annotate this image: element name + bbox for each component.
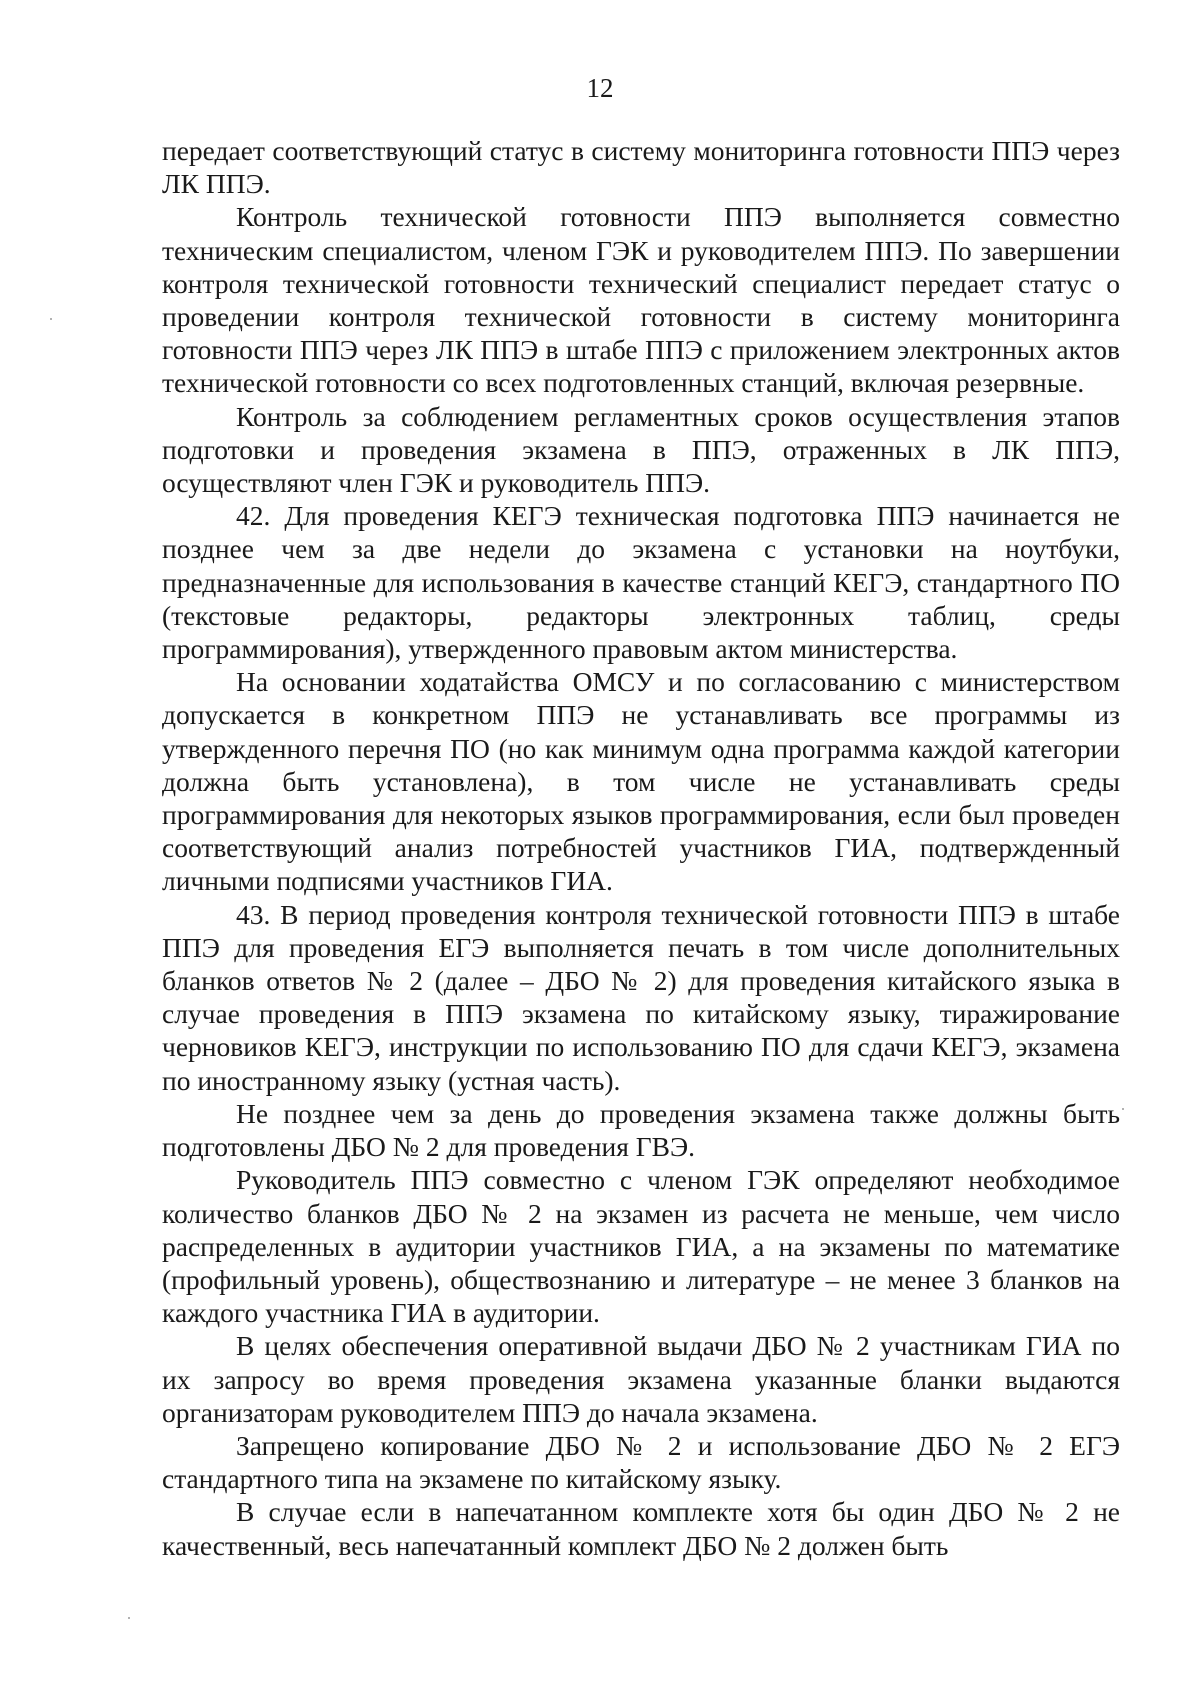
paragraph-forms-distribution: В целях обеспечения оперативной выдачи ДБО № 2 участникам ГИА по их запросу во время проведения экзамена указанные бланки выдаются организаторам руководителем ППЭ до начала экзамена.	[162, 1330, 1120, 1428]
scan-speck	[128, 1617, 130, 1619]
paragraph-technical-readiness-control: Контроль технической готовности ППЭ выполняется совместно техническим специалистом, членом ГЭК и руководителем ППЭ. По завершении контроля технической готовности технический специалист передает статус о проведении контроля технической готовности в систему мониторинга готовности ППЭ через ЛК ППЭ в штабе ППЭ с приложением электронных актов технической готовности со всех подготовленных станций, включая резервные.	[162, 201, 1120, 399]
paragraph-omsu-petition: На основании ходатайства ОМСУ и по согласованию с министерством допускается в конкретном ППЭ не устанавливать все программы из утвержденного перечня ПО (но как минимум одна программа каждой категории должна быть установлена), в том числе не устанавливать среды программирования для некоторых языков программирования, если был проведен соответствующий анализ потребностей участников ГИА, подтвержденный личными подписями участников ГИА.	[162, 666, 1120, 897]
paragraph-status-transfer: передает соответствующий статус в систему мониторинга готовности ППЭ через ЛК ППЭ.	[162, 135, 1120, 200]
document-body	[162, 134, 1120, 1562]
paragraph-deadline-control: Контроль за соблюдением регламентных сроков осуществления этапов подготовки и проведения экзамена в ППЭ, отраженных в ЛК ППЭ, осуществляют член ГЭК и руководитель ППЭ.	[162, 400, 1120, 499]
paragraph-forms-quantity: Руководитель ППЭ совместно с членом ГЭК определяют необходимое количество бланков ДБО № 2 на экзамен из расчета не меньше, чем число распределенных в аудитории участников ГИА, а на экзамены по математике (профильный уровень), обществознанию и литературе – не менее 3 бланков на каждого участника ГИА в аудитории.	[162, 1164, 1120, 1329]
paragraph-defective-set: В случае если в напечатанном комплекте хотя бы один ДБО № 2 не качественный, весь напечатанный комплект ДБО № 2 должен быть	[162, 1496, 1120, 1561]
paragraph-gve-forms: Не позднее чем за день до проведения экзамена также должны быть подготовлены ДБО № 2 для проведения ГВЭ.	[162, 1097, 1120, 1163]
scan-speck	[1122, 1108, 1124, 1110]
paragraph-item-43: 43. В период проведения контроля технической готовности ППЭ в штабе ППЭ для проведения ЕГЭ выполняется печать в том числе дополнительных бланков ответов № 2 (далее – ДБО № 2) для проведения китайского языка в случае проведения в ППЭ экзамена по китайскому языку, тиражирование черновиков КЕГЭ, инструкции по использованию ПО для сдачи КЕГЭ, экзамена по иностранному языку (устная часть).	[162, 898, 1120, 1096]
paragraph-copy-prohibition: Запрещено копирование ДБО № 2 и использование ДБО № 2 ЕГЭ стандартного типа на экзамене по китайскому языку.	[162, 1429, 1120, 1495]
paragraph-item-42: 42. Для проведения КЕГЭ техническая подготовка ППЭ начинается не позднее чем за две недели до экзамена с установки на ноутбуки, предназначенные для использования в качестве станций КЕГЭ, стандартного ПО (текстовые редакторы, редакторы электронных таблиц, среды программирования), утвержденного правовым актом министерства.	[162, 500, 1120, 665]
page-number: 12	[586, 73, 614, 103]
scan-speck	[50, 318, 52, 320]
